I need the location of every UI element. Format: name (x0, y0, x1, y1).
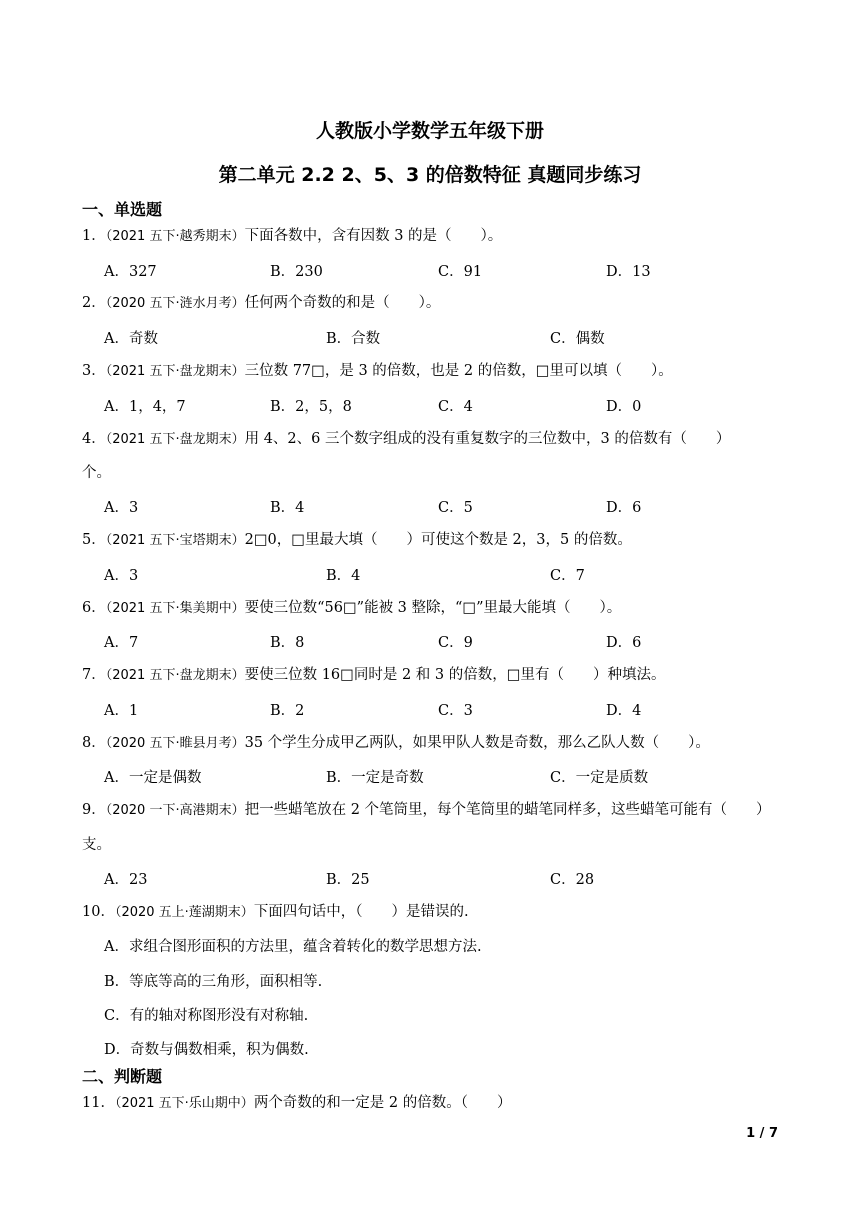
option-c: C．一定是质数 (550, 770, 649, 786)
option-d: D．0 (606, 399, 642, 415)
option-b: B．230 (270, 264, 323, 280)
option-b: B．4 (326, 568, 361, 584)
question-number: 1． (82, 228, 106, 244)
question-number: 9． (82, 802, 106, 818)
option-b: B．2 (270, 703, 305, 719)
question-number: 7． (82, 667, 106, 683)
question-text: 要使三位数“56□”能被 3 整除，“□”里最大能填（ ）。 (244, 600, 622, 616)
question-continuation: 支。 (82, 837, 111, 853)
option-a: A．1 (104, 703, 139, 719)
question-4 (82, 423, 782, 456)
question-continuation: 个。 (82, 465, 111, 481)
option-b: B．一定是奇数 (326, 770, 424, 786)
question-source: （2020 五下·睢县月考） (105, 736, 245, 751)
option-b: B．2，5，8 (270, 399, 352, 415)
option-b: B．4 (270, 500, 305, 516)
question-source: （2021 五下·集美期中） (105, 601, 245, 616)
question-number: 4． (82, 431, 106, 447)
question-number: 2． (82, 295, 106, 311)
question-3 (82, 355, 782, 388)
option-c: C．偶数 (550, 331, 605, 347)
option-b: B．25 (326, 872, 370, 888)
question-text: 两个奇数的和一定是 2 的倍数。（ ） (253, 1095, 512, 1111)
question-source: （2020 五上·莲湖期末） (114, 905, 254, 920)
option-a: A．求组合图形面积的方法里，蕴含着转化的数学思想方法. (104, 939, 482, 955)
option-c: C．3 (438, 703, 473, 719)
document-title: 人教版小学数学五年级下册 (315, 120, 544, 142)
question-number: 5． (82, 532, 106, 548)
question-text: 要使三位数 16□同时是 2 和 3 的倍数，□里有（ ）种填法。 (244, 667, 666, 683)
question-11 (82, 1087, 782, 1120)
option-a: A．奇数 (104, 331, 158, 347)
section-heading-single-choice: 一、单选题 (82, 200, 163, 219)
page-number: 1 / 7 (746, 1126, 778, 1141)
question-5 (82, 524, 782, 557)
option-d: D．6 (606, 500, 642, 516)
option-c: C．4 (438, 399, 473, 415)
question-text: 2□0，□里最大填（ ）可使这个数是 2，3，5 的倍数。 (244, 532, 632, 548)
question-1 (82, 220, 782, 253)
question-number: 11． (82, 1095, 115, 1111)
section-heading-true-false: 二、判断题 (82, 1067, 163, 1086)
question-10 (82, 896, 782, 929)
question-number: 10． (82, 904, 115, 920)
option-c: C．9 (438, 635, 473, 651)
option-a: A．327 (104, 264, 157, 280)
question-text: 把一些蜡笔放在 2 个笔筒里，每个笔筒里的蜡笔同样多，这些蜡笔可能有（ ） (244, 802, 771, 818)
option-c: C．7 (550, 568, 585, 584)
document-subtitle: 第二单元 2.2 2、5、3 的倍数特征 真题同步练习 (218, 164, 642, 186)
option-a: A．23 (104, 872, 148, 888)
option-a: A．一定是偶数 (104, 770, 202, 786)
question-text: 用 4、2、6 三个数字组成的没有重复数字的三位数中，3 的倍数有（ ） (244, 431, 731, 447)
question-source: （2020 一下·高港期末） (105, 803, 245, 818)
question-number: 6． (82, 600, 106, 616)
option-a: A．1，4，7 (104, 399, 186, 415)
option-c: C．有的轴对称图形没有对称轴. (104, 1008, 309, 1024)
question-text: 三位数 77□，是 3 的倍数，也是 2 的倍数，□里可以填（ ）。 (244, 363, 673, 379)
option-b: B．8 (270, 635, 305, 651)
option-a: A．3 (104, 568, 139, 584)
question-number: 8． (82, 735, 106, 751)
option-d: D．6 (606, 635, 642, 651)
question-9 (82, 794, 782, 827)
question-text: 下面四句话中，（ ）是错误的. (253, 904, 469, 920)
option-b: B．合数 (326, 331, 381, 347)
question-6 (82, 592, 782, 625)
question-source: （2021 五下·宝塔期末） (105, 533, 245, 548)
question-text: 35 个学生分成甲乙两队，如果甲队人数是奇数，那么乙队人数（ ）。 (244, 735, 710, 751)
question-7 (82, 659, 782, 692)
option-d: D．4 (606, 703, 642, 719)
question-text: 下面各数中，含有因数 3 的是（ ）。 (244, 228, 503, 244)
option-c: C．28 (550, 872, 595, 888)
option-a: A．7 (104, 635, 139, 651)
question-source: （2020 五下·涟水月考） (105, 296, 245, 311)
option-d: D．13 (606, 264, 651, 280)
question-2 (82, 287, 782, 320)
question-8 (82, 727, 782, 760)
question-source: （2021 五下·越秀期末） (105, 229, 245, 244)
question-source: （2021 五下·盘龙期末） (105, 364, 245, 379)
option-b: B．等底等高的三角形，面积相等. (104, 974, 323, 990)
option-c: C．5 (438, 500, 473, 516)
question-number: 3． (82, 363, 106, 379)
question-source: （2021 五下·乐山期中） (114, 1096, 254, 1111)
option-a: A．3 (104, 500, 139, 516)
option-d: D．奇数与偶数相乘，积为偶数. (104, 1042, 309, 1058)
question-source: （2021 五下·盘龙期末） (105, 668, 245, 683)
question-source: （2021 五下·盘龙期末） (105, 432, 245, 447)
option-c: C．91 (438, 264, 483, 280)
question-text: 任何两个奇数的和是（ ）。 (244, 295, 441, 311)
